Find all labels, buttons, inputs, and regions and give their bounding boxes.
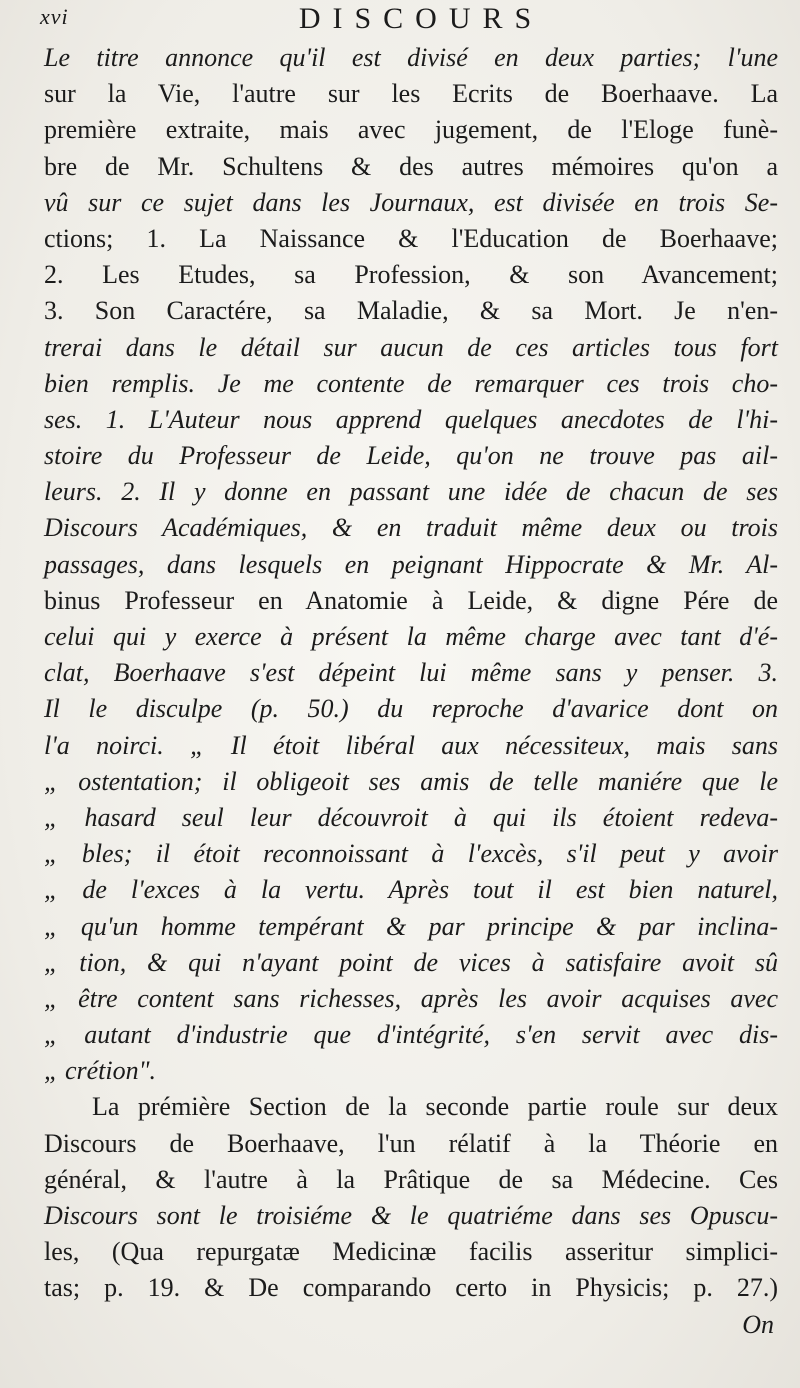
text-line: binus Professeur en Anatomie à Leide, & digne Pére de [44,585,778,615]
text-line: 2. Les Etudes, sa Profession, & son Avancement; [44,260,778,290]
text-line: Discours de Boerhaave, l'un rélatif à la Théorie en [44,1128,778,1158]
text-line: ctions; 1. La Naissance & l'Education de Boerhaave; [44,223,778,253]
text-line: „ bles; il étoit reconnoissant à l'excès, s'il peut y avoir [44,839,778,869]
page-header [40,2,772,36]
text-line: trerai dans le détail sur aucun de ces articles tous fort [44,332,778,362]
text-line: les, (Qua repurgatæ Medicinæ facilis asseritur simplici- [44,1237,778,1267]
text-line: première extraite, mais avec jugement, de l'Eloge funè- [44,115,778,145]
text-line: „ être content sans richesses, après les avoir acquises avec [44,983,778,1013]
text-line: stoire du Professeur de Leide, qu'on ne trouve pas ail- [44,441,778,471]
text-line: vû sur ce sujet dans les Journaux, est divisée en trois Se- [44,187,778,217]
body-text [44,40,778,1343]
text-line: „ qu'un homme tempérant & par principe & par inclina- [44,911,778,941]
catchword: On [742,1309,774,1339]
text-line: leurs. 2. Il y donne en passant une idée de chacun de ses [44,477,778,507]
text-line: „ hasard seul leur découvroit à qui ils étoient redeva- [44,802,778,832]
text-line: „ autant d'industrie que d'intégrité, s'en servit avec dis- [44,1020,778,1050]
text-line: tas; p. 19. & De comparando certo in Physicis; p. 27.) [44,1273,778,1303]
text-line: clat, Boerhaave s'est dépeint lui même sans y penser. 3. [44,658,778,688]
running-title: DISCOURS [298,2,544,35]
text-line: „ crétion". [44,1056,157,1086]
text-line: sur la Vie, l'autre sur les Ecrits de Boerhaave. La [44,79,778,109]
text-line: celui qui y exerce à présent la même charge avec tant d'é- [44,622,778,651]
text-line: Il le disculpe (p. 50.) du reproche d'avarice dont on [44,694,778,724]
text-line: „ de l'exces à la vertu. Après tout il est bien naturel, [44,875,778,905]
text-line: „ tion, & qui n'ayant point de vices à satisfaire avoit sû [44,947,778,977]
text-line: général, & l'autre à la Prâtique de sa Médecine. Ces [44,1164,778,1194]
text-line: Discours Académiques, & en traduit même deux ou trois [44,513,778,543]
text-line: La prémière Section de la seconde partie roule sur deux [92,1092,778,1122]
text-line: ses. 1. L'Auteur nous apprend quelques anecdotes de l'hi- [44,404,778,434]
text-line: „ ostentation; il obligeoit ses amis de telle maniére que le [44,766,778,796]
text-line: Discours sont le troisiéme & le quatriéme dans ses Opuscu- [44,1201,778,1230]
text-line: bien remplis. Je me contente de remarquer ces trois cho- [44,368,778,398]
text-line: 3. Son Caractére, sa Maladie, & sa Mort. Je n'en- [44,296,778,326]
text-line: l'a noirci. „ Il étoit libéral aux nécessiteux, mais sans [44,730,778,760]
page-number: xvi [40,4,69,29]
text-line: passages, dans lesquels en peignant Hippocrate & Mr. Al- [44,549,778,579]
text-line: Le titre annonce qu'il est divisé en deux parties; l'une [44,43,778,72]
text-line: bre de Mr. Schultens & des autres mémoires qu'on a [44,151,778,181]
